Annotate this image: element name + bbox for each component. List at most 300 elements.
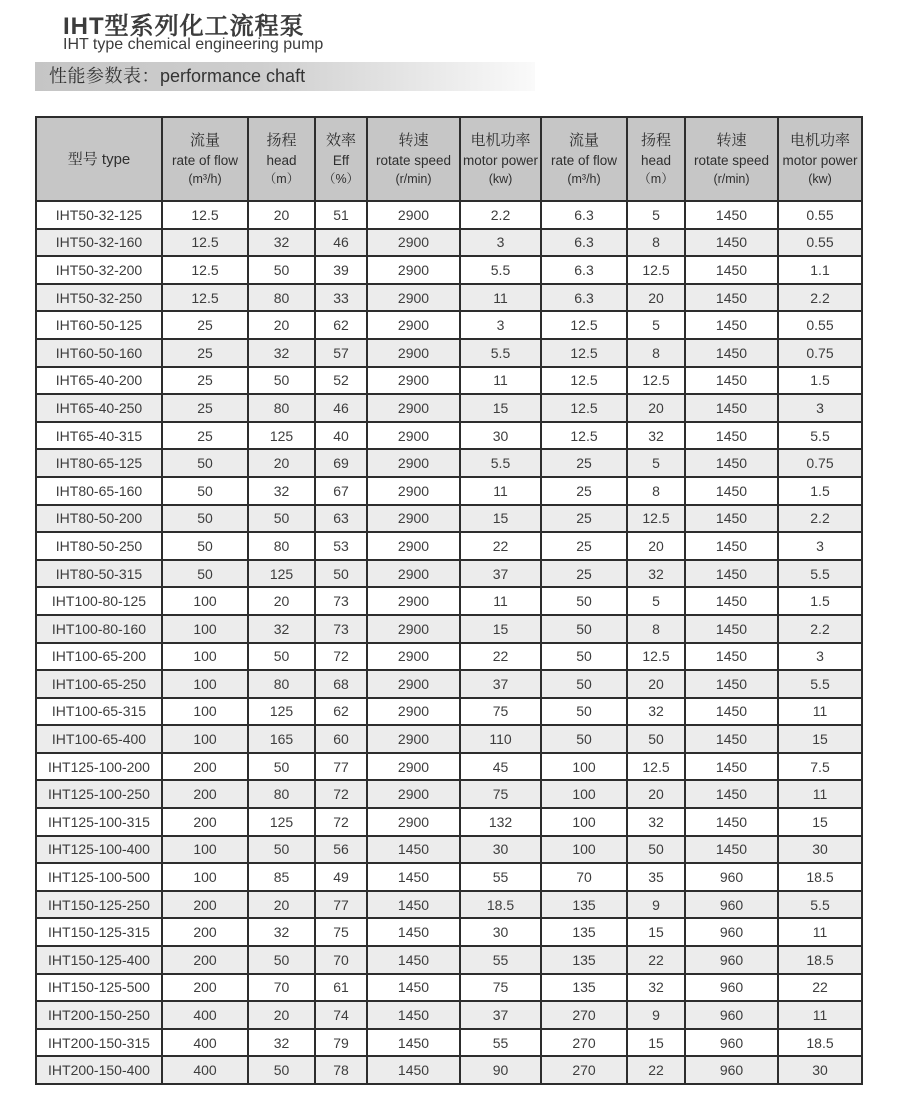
value-cell: 50 bbox=[627, 725, 685, 753]
table-row bbox=[36, 422, 862, 450]
value-cell: 37 bbox=[460, 670, 541, 698]
value-cell: 2.2 bbox=[778, 615, 862, 643]
pump-model-cell: IHT80-50-200 bbox=[36, 505, 162, 533]
value-cell: 61 bbox=[315, 974, 367, 1002]
value-cell: 20 bbox=[627, 394, 685, 422]
value-cell: 70 bbox=[541, 863, 627, 891]
value-cell: 2900 bbox=[367, 560, 460, 588]
value-cell: 2900 bbox=[367, 367, 460, 395]
value-cell: 1450 bbox=[685, 643, 778, 671]
value-cell: 100 bbox=[541, 780, 627, 808]
value-cell: 1450 bbox=[367, 1056, 460, 1084]
value-cell: 50 bbox=[541, 670, 627, 698]
column-header-line: 扬程 bbox=[266, 131, 297, 149]
value-cell: 2900 bbox=[367, 284, 460, 312]
value-cell: 11 bbox=[778, 918, 862, 946]
value-cell: 2900 bbox=[367, 808, 460, 836]
value-cell: 50 bbox=[541, 698, 627, 726]
value-cell: 25 bbox=[541, 449, 627, 477]
value-cell: 32 bbox=[627, 560, 685, 588]
value-cell: 50 bbox=[541, 725, 627, 753]
value-cell: 2900 bbox=[367, 643, 460, 671]
pump-model-cell: IHT125-100-250 bbox=[36, 780, 162, 808]
value-cell: 12.5 bbox=[541, 394, 627, 422]
value-cell: 200 bbox=[162, 780, 248, 808]
value-cell: 12.5 bbox=[627, 256, 685, 284]
value-cell: 80 bbox=[248, 670, 315, 698]
table-row bbox=[36, 587, 862, 615]
value-cell: 18.5 bbox=[460, 891, 541, 919]
value-cell: 1450 bbox=[367, 891, 460, 919]
column-header-line: （%） bbox=[322, 171, 360, 186]
value-cell: 15 bbox=[778, 725, 862, 753]
value-cell: 5.5 bbox=[460, 449, 541, 477]
value-cell: 100 bbox=[162, 643, 248, 671]
value-cell: 50 bbox=[541, 587, 627, 615]
column-header-line: 电机功率 bbox=[789, 131, 850, 149]
value-cell: 46 bbox=[315, 394, 367, 422]
value-cell: 25 bbox=[541, 477, 627, 505]
value-cell: 960 bbox=[685, 946, 778, 974]
column-header-line: (r/min) bbox=[395, 171, 432, 186]
pump-model-cell: IHT60-50-160 bbox=[36, 339, 162, 367]
pump-model-cell: IHT200-150-400 bbox=[36, 1056, 162, 1084]
column-header-line: 流量 bbox=[568, 131, 599, 149]
value-cell: 62 bbox=[315, 311, 367, 339]
value-cell: 11 bbox=[460, 587, 541, 615]
value-cell: 125 bbox=[248, 808, 315, 836]
value-cell: 50 bbox=[248, 505, 315, 533]
value-cell: 0.75 bbox=[778, 339, 862, 367]
value-cell: 55 bbox=[460, 1029, 541, 1057]
value-cell: 1450 bbox=[367, 1001, 460, 1029]
value-cell: 1450 bbox=[685, 670, 778, 698]
performance-table bbox=[35, 116, 863, 1085]
value-cell: 12.5 bbox=[162, 201, 248, 229]
pump-model-cell: IHT150-125-500 bbox=[36, 974, 162, 1002]
value-cell: 39 bbox=[315, 256, 367, 284]
table-row bbox=[36, 1001, 862, 1029]
value-cell: 40 bbox=[315, 422, 367, 450]
value-cell: 2900 bbox=[367, 780, 460, 808]
value-cell: 1.5 bbox=[778, 587, 862, 615]
value-cell: 3 bbox=[778, 532, 862, 560]
value-cell: 85 bbox=[248, 863, 315, 891]
column-header-line: 扬程 bbox=[640, 131, 671, 149]
value-cell: 25 bbox=[162, 311, 248, 339]
value-cell: 3 bbox=[460, 229, 541, 257]
value-cell: 22 bbox=[627, 946, 685, 974]
table-row bbox=[36, 201, 862, 229]
value-cell: 50 bbox=[248, 367, 315, 395]
value-cell: 132 bbox=[460, 808, 541, 836]
value-cell: 2900 bbox=[367, 477, 460, 505]
value-cell: 52 bbox=[315, 367, 367, 395]
value-cell: 100 bbox=[162, 698, 248, 726]
value-cell: 960 bbox=[685, 918, 778, 946]
value-cell: 1450 bbox=[685, 477, 778, 505]
value-cell: 1450 bbox=[685, 836, 778, 864]
value-cell: 11 bbox=[778, 780, 862, 808]
column-header-line: head bbox=[640, 152, 672, 168]
value-cell: 30 bbox=[460, 918, 541, 946]
value-cell: 50 bbox=[627, 836, 685, 864]
column-header-line: rotate speed bbox=[375, 152, 452, 168]
value-cell: 90 bbox=[460, 1056, 541, 1084]
value-cell: 100 bbox=[162, 836, 248, 864]
value-cell: 960 bbox=[685, 1001, 778, 1029]
value-cell: 135 bbox=[541, 918, 627, 946]
value-cell: 75 bbox=[460, 974, 541, 1002]
value-cell: 50 bbox=[162, 449, 248, 477]
pump-model-cell: IHT100-65-250 bbox=[36, 670, 162, 698]
value-cell: 20 bbox=[248, 449, 315, 477]
table-body bbox=[36, 201, 862, 1084]
value-cell: 11 bbox=[778, 698, 862, 726]
value-cell: 1450 bbox=[685, 284, 778, 312]
value-cell: 135 bbox=[541, 891, 627, 919]
value-cell: 100 bbox=[162, 670, 248, 698]
value-cell: 2900 bbox=[367, 532, 460, 560]
value-cell: 6.3 bbox=[541, 229, 627, 257]
value-cell: 49 bbox=[315, 863, 367, 891]
value-cell: 1450 bbox=[685, 339, 778, 367]
column-header-line: rotate speed bbox=[693, 152, 770, 168]
value-cell: 46 bbox=[315, 229, 367, 257]
value-cell: 32 bbox=[248, 229, 315, 257]
value-cell: 1.1 bbox=[778, 256, 862, 284]
value-cell: 1450 bbox=[685, 422, 778, 450]
banner-label-english: performance chaft bbox=[160, 66, 306, 86]
value-cell: 63 bbox=[315, 505, 367, 533]
column-header bbox=[685, 117, 778, 201]
value-cell: 55 bbox=[460, 946, 541, 974]
value-cell: 50 bbox=[541, 615, 627, 643]
value-cell: 100 bbox=[541, 808, 627, 836]
table-row bbox=[36, 643, 862, 671]
value-cell: 77 bbox=[315, 753, 367, 781]
value-cell: 15 bbox=[778, 808, 862, 836]
value-cell: 5 bbox=[627, 587, 685, 615]
value-cell: 1450 bbox=[367, 863, 460, 891]
column-header-line: 效率 bbox=[325, 131, 356, 149]
column-header-line: motor power bbox=[462, 152, 539, 168]
pump-model-cell: IHT80-50-315 bbox=[36, 560, 162, 588]
value-cell: 1450 bbox=[685, 560, 778, 588]
value-cell: 37 bbox=[460, 1001, 541, 1029]
value-cell: 20 bbox=[248, 891, 315, 919]
value-cell: 69 bbox=[315, 449, 367, 477]
table-row bbox=[36, 284, 862, 312]
table-row bbox=[36, 918, 862, 946]
value-cell: 270 bbox=[541, 1029, 627, 1057]
value-cell: 1450 bbox=[685, 394, 778, 422]
value-cell: 33 bbox=[315, 284, 367, 312]
value-cell: 270 bbox=[541, 1001, 627, 1029]
table-row bbox=[36, 670, 862, 698]
pump-model-cell: IHT50-32-125 bbox=[36, 201, 162, 229]
table-row bbox=[36, 808, 862, 836]
pump-model-cell: IHT125-100-315 bbox=[36, 808, 162, 836]
value-cell: 12.5 bbox=[627, 643, 685, 671]
value-cell: 1450 bbox=[685, 725, 778, 753]
value-cell: 2900 bbox=[367, 615, 460, 643]
table-row bbox=[36, 615, 862, 643]
value-cell: 1450 bbox=[685, 698, 778, 726]
value-cell: 75 bbox=[460, 698, 541, 726]
value-cell: 100 bbox=[162, 587, 248, 615]
value-cell: 75 bbox=[315, 918, 367, 946]
value-cell: 30 bbox=[460, 836, 541, 864]
value-cell: 1.5 bbox=[778, 477, 862, 505]
value-cell: 12.5 bbox=[162, 256, 248, 284]
value-cell: 12.5 bbox=[541, 311, 627, 339]
value-cell: 75 bbox=[460, 780, 541, 808]
value-cell: 2.2 bbox=[778, 284, 862, 312]
value-cell: 400 bbox=[162, 1001, 248, 1029]
value-cell: 25 bbox=[162, 339, 248, 367]
value-cell: 1450 bbox=[367, 918, 460, 946]
value-cell: 55 bbox=[460, 863, 541, 891]
value-cell: 110 bbox=[460, 725, 541, 753]
section-banner bbox=[35, 62, 535, 91]
value-cell: 135 bbox=[541, 974, 627, 1002]
value-cell: 2900 bbox=[367, 753, 460, 781]
value-cell: 3 bbox=[778, 394, 862, 422]
value-cell: 25 bbox=[162, 422, 248, 450]
table-row bbox=[36, 256, 862, 284]
value-cell: 30 bbox=[460, 422, 541, 450]
table-row bbox=[36, 505, 862, 533]
pump-model-cell: IHT100-80-125 bbox=[36, 587, 162, 615]
column-header bbox=[315, 117, 367, 201]
value-cell: 50 bbox=[248, 1056, 315, 1084]
value-cell: 20 bbox=[627, 532, 685, 560]
value-cell: 3 bbox=[460, 311, 541, 339]
value-cell: 56 bbox=[315, 836, 367, 864]
column-header-line: motor power bbox=[782, 152, 858, 168]
pump-model-cell: IHT60-50-125 bbox=[36, 311, 162, 339]
value-cell: 2.2 bbox=[778, 505, 862, 533]
value-cell: 73 bbox=[315, 587, 367, 615]
table-row bbox=[36, 229, 862, 257]
value-cell: 5.5 bbox=[778, 422, 862, 450]
column-header-line: rate of flow bbox=[550, 152, 618, 168]
table-row bbox=[36, 394, 862, 422]
pump-model-cell: IHT125-100-400 bbox=[36, 836, 162, 864]
value-cell: 5.5 bbox=[778, 891, 862, 919]
value-cell: 12.5 bbox=[627, 367, 685, 395]
pump-model-cell: IHT150-125-400 bbox=[36, 946, 162, 974]
value-cell: 1450 bbox=[367, 1029, 460, 1057]
value-cell: 1450 bbox=[367, 974, 460, 1002]
table-row bbox=[36, 560, 862, 588]
value-cell: 73 bbox=[315, 615, 367, 643]
value-cell: 25 bbox=[541, 560, 627, 588]
value-cell: 45 bbox=[460, 753, 541, 781]
value-cell: 200 bbox=[162, 891, 248, 919]
value-cell: 6.3 bbox=[541, 256, 627, 284]
pump-model-cell: IHT100-65-200 bbox=[36, 643, 162, 671]
value-cell: 15 bbox=[460, 505, 541, 533]
value-cell: 200 bbox=[162, 946, 248, 974]
value-cell: 77 bbox=[315, 891, 367, 919]
column-header-line: (kw) bbox=[488, 171, 513, 186]
table-row bbox=[36, 863, 862, 891]
column-header-line: 转速 bbox=[716, 131, 747, 149]
column-header-line: 型号 type bbox=[67, 150, 131, 168]
value-cell: 15 bbox=[627, 918, 685, 946]
value-cell: 50 bbox=[248, 946, 315, 974]
value-cell: 12.5 bbox=[627, 505, 685, 533]
value-cell: 25 bbox=[541, 532, 627, 560]
pump-model-cell: IHT200-150-250 bbox=[36, 1001, 162, 1029]
value-cell: 11 bbox=[460, 477, 541, 505]
value-cell: 18.5 bbox=[778, 946, 862, 974]
value-cell: 2900 bbox=[367, 505, 460, 533]
value-cell: 2900 bbox=[367, 670, 460, 698]
pump-model-cell: IHT50-32-250 bbox=[36, 284, 162, 312]
value-cell: 37 bbox=[460, 560, 541, 588]
table-row bbox=[36, 1029, 862, 1057]
column-header bbox=[248, 117, 315, 201]
value-cell: 20 bbox=[627, 284, 685, 312]
column-header-line: (kw) bbox=[808, 171, 832, 186]
value-cell: 960 bbox=[685, 1056, 778, 1084]
value-cell: 80 bbox=[248, 532, 315, 560]
value-cell: 72 bbox=[315, 808, 367, 836]
value-cell: 7.5 bbox=[778, 753, 862, 781]
value-cell: 6.3 bbox=[541, 284, 627, 312]
value-cell: 1450 bbox=[685, 505, 778, 533]
column-header bbox=[778, 117, 862, 201]
column-header-line: (m³/h) bbox=[567, 171, 601, 186]
value-cell: 12.5 bbox=[627, 753, 685, 781]
value-cell: 960 bbox=[685, 1029, 778, 1057]
value-cell: 1450 bbox=[685, 256, 778, 284]
pump-model-cell: IHT100-65-315 bbox=[36, 698, 162, 726]
value-cell: 68 bbox=[315, 670, 367, 698]
value-cell: 2900 bbox=[367, 698, 460, 726]
pump-model-cell: IHT65-40-250 bbox=[36, 394, 162, 422]
value-cell: 2900 bbox=[367, 256, 460, 284]
value-cell: 2900 bbox=[367, 229, 460, 257]
pump-model-cell: IHT125-100-500 bbox=[36, 863, 162, 891]
value-cell: 25 bbox=[162, 367, 248, 395]
value-cell: 2900 bbox=[367, 201, 460, 229]
value-cell: 53 bbox=[315, 532, 367, 560]
value-cell: 0.55 bbox=[778, 311, 862, 339]
value-cell: 20 bbox=[248, 1001, 315, 1029]
pump-model-cell: IHT100-65-400 bbox=[36, 725, 162, 753]
value-cell: 80 bbox=[248, 394, 315, 422]
value-cell: 20 bbox=[627, 670, 685, 698]
value-cell: 50 bbox=[162, 505, 248, 533]
value-cell: 72 bbox=[315, 780, 367, 808]
value-cell: 57 bbox=[315, 339, 367, 367]
value-cell: 1450 bbox=[685, 367, 778, 395]
value-cell: 1450 bbox=[685, 615, 778, 643]
table-row bbox=[36, 532, 862, 560]
value-cell: 50 bbox=[248, 643, 315, 671]
value-cell: 1450 bbox=[685, 201, 778, 229]
value-cell: 100 bbox=[162, 725, 248, 753]
value-cell: 32 bbox=[248, 477, 315, 505]
value-cell: 0.55 bbox=[778, 201, 862, 229]
value-cell: 35 bbox=[627, 863, 685, 891]
value-cell: 32 bbox=[248, 1029, 315, 1057]
value-cell: 1450 bbox=[685, 780, 778, 808]
value-cell: 50 bbox=[248, 836, 315, 864]
value-cell: 1450 bbox=[685, 449, 778, 477]
pump-model-cell: IHT80-65-160 bbox=[36, 477, 162, 505]
value-cell: 50 bbox=[162, 532, 248, 560]
value-cell: 960 bbox=[685, 891, 778, 919]
value-cell: 2900 bbox=[367, 394, 460, 422]
value-cell: 2900 bbox=[367, 725, 460, 753]
value-cell: 22 bbox=[627, 1056, 685, 1084]
value-cell: 100 bbox=[162, 863, 248, 891]
value-cell: 50 bbox=[162, 477, 248, 505]
value-cell: 3 bbox=[778, 643, 862, 671]
value-cell: 100 bbox=[162, 615, 248, 643]
value-cell: 50 bbox=[248, 753, 315, 781]
value-cell: 72 bbox=[315, 643, 367, 671]
table-row bbox=[36, 477, 862, 505]
value-cell: 270 bbox=[541, 1056, 627, 1084]
pump-model-cell: IHT50-32-160 bbox=[36, 229, 162, 257]
value-cell: 32 bbox=[248, 339, 315, 367]
column-header bbox=[541, 117, 627, 201]
value-cell: 79 bbox=[315, 1029, 367, 1057]
pump-model-cell: IHT80-50-250 bbox=[36, 532, 162, 560]
value-cell: 1450 bbox=[367, 946, 460, 974]
value-cell: 5.5 bbox=[778, 670, 862, 698]
value-cell: 165 bbox=[248, 725, 315, 753]
value-cell: 60 bbox=[315, 725, 367, 753]
value-cell: 5.5 bbox=[778, 560, 862, 588]
value-cell: 2900 bbox=[367, 339, 460, 367]
value-cell: 18.5 bbox=[778, 863, 862, 891]
column-header-line: （m） bbox=[638, 171, 674, 186]
value-cell: 5 bbox=[627, 311, 685, 339]
pump-model-cell: IHT100-80-160 bbox=[36, 615, 162, 643]
value-cell: 18.5 bbox=[778, 1029, 862, 1057]
table-row bbox=[36, 946, 862, 974]
value-cell: 32 bbox=[627, 808, 685, 836]
value-cell: 2900 bbox=[367, 311, 460, 339]
table-row bbox=[36, 449, 862, 477]
column-header bbox=[627, 117, 685, 201]
value-cell: 8 bbox=[627, 477, 685, 505]
table-row bbox=[36, 698, 862, 726]
value-cell: 200 bbox=[162, 808, 248, 836]
column-header-line: 转速 bbox=[398, 131, 429, 149]
value-cell: 50 bbox=[541, 643, 627, 671]
value-cell: 11 bbox=[460, 367, 541, 395]
pump-model-cell: IHT125-100-200 bbox=[36, 753, 162, 781]
value-cell: 70 bbox=[315, 946, 367, 974]
value-cell: 1450 bbox=[685, 229, 778, 257]
value-cell: 70 bbox=[248, 974, 315, 1002]
table-row bbox=[36, 780, 862, 808]
value-cell: 32 bbox=[627, 422, 685, 450]
value-cell: 62 bbox=[315, 698, 367, 726]
value-cell: 135 bbox=[541, 946, 627, 974]
value-cell: 8 bbox=[627, 229, 685, 257]
pump-model-cell: IHT50-32-200 bbox=[36, 256, 162, 284]
value-cell: 30 bbox=[778, 836, 862, 864]
